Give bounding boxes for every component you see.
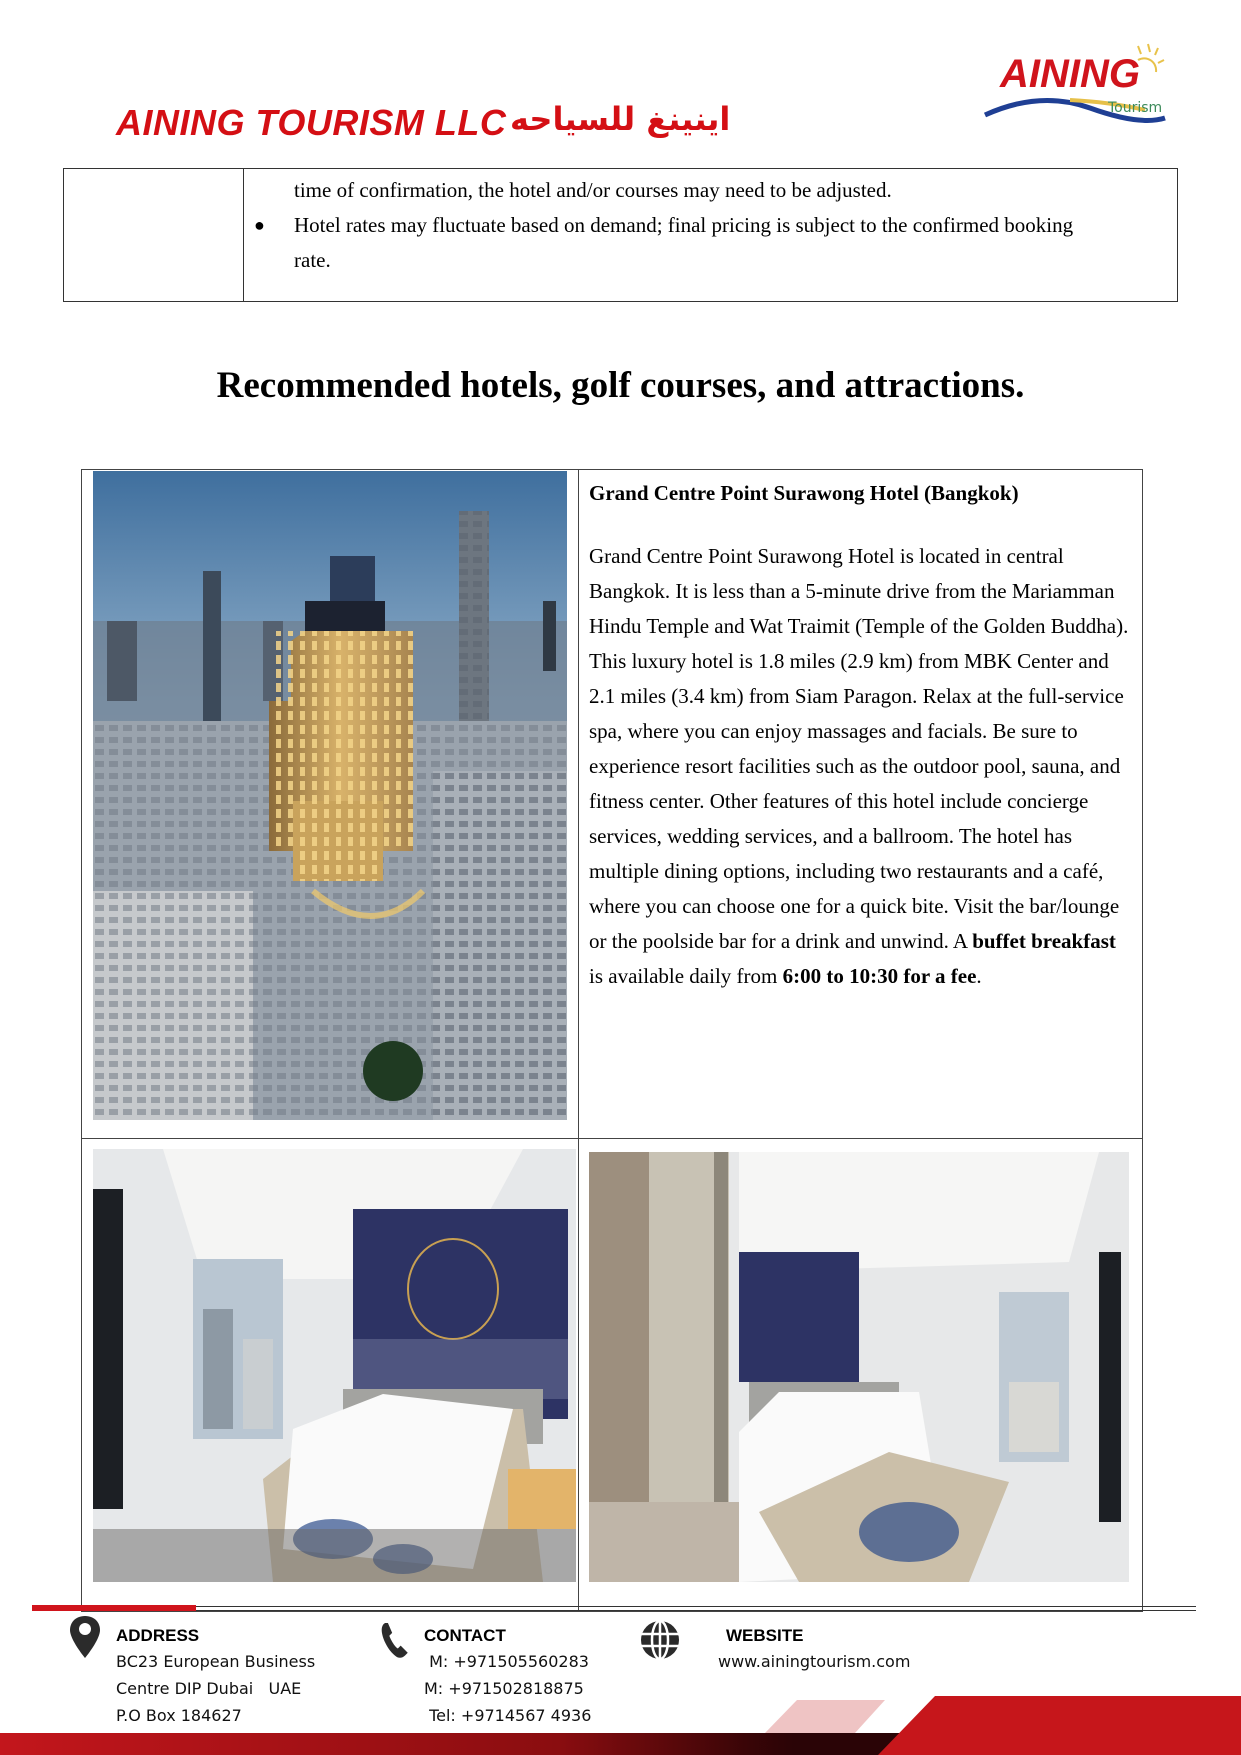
footer-divider	[196, 1606, 1196, 1611]
notes-line: time of confirmation, the hotel and/or courses may need to be adjusted.	[294, 178, 892, 202]
twin-room-photo	[589, 1152, 1129, 1582]
phone-tel[interactable]: Tel: +9714567 4936	[424, 1706, 592, 1725]
phone-icon	[378, 1620, 412, 1660]
breakfast-label: buffet breakfast	[972, 929, 1116, 953]
footer-shape-light	[765, 1700, 885, 1733]
table-divider	[82, 1138, 1142, 1139]
address-line: Centre DIP Dubai UAE	[116, 1679, 302, 1698]
address-heading: ADDRESS	[116, 1626, 200, 1645]
notes-table	[63, 168, 1178, 302]
hotel-exterior-photo	[93, 471, 567, 1120]
address-line: P.O Box 184627	[116, 1706, 242, 1725]
website-link[interactable]: www.ainingtourism.com	[718, 1652, 911, 1671]
hotel-description	[589, 539, 1134, 994]
logo-subtext: Tourism	[1108, 100, 1163, 116]
address-text	[116, 1648, 315, 1729]
hotel-table	[81, 469, 1143, 1612]
company-name-arabic: اينينغ للسياحه	[510, 100, 731, 138]
notes-table-label-cell	[64, 169, 244, 301]
hotel-description-cell	[589, 476, 1134, 994]
company-logo	[980, 30, 1175, 135]
hotel-name: Grand Centre Point Surawong Hotel (Bangkok)	[589, 481, 1019, 505]
contact-heading: CONTACT	[424, 1626, 506, 1645]
hotel-description-main: Grand Centre Point Surawong Hotel is located in central Bangkok. It is less than a 5-minute drive from the Mariamman Hindu Temple and Wat Traimit (Temple of the Golden Buddha). This luxury hotel is 1.8 miles (2.9 km) from MBK Center and 2.1 miles (3.4 km) from Siam Paragon. Relax at the full-service spa, where you can enjoy massages and facials. Be sure to experience resort facilities such as the outdoor pool, sauna, and fitness center. Other features of this hotel include concierge services, wedding services, and a ballroom. The hotel has multiple dining options, including two restaurants and a café, where you can choose one for a quick bite. Visit the bar/lounge or the poolside bar for a drink and unwind. A	[589, 544, 1129, 953]
footer-bar	[0, 1733, 1241, 1755]
logo-text: AINING	[1000, 52, 1140, 96]
breakfast-text: is available daily from	[589, 964, 783, 988]
table-divider	[578, 470, 579, 1611]
breakfast-end: .	[976, 964, 982, 988]
notes-line: rate.	[294, 248, 331, 272]
globe-icon	[638, 1618, 682, 1662]
bullet-icon: ●	[254, 215, 265, 235]
phone-mobile-2[interactable]: M: +971502818875	[424, 1679, 584, 1698]
location-pin-icon	[68, 1614, 102, 1660]
section-title: Recommended hotels, golf courses, and attractions.	[216, 365, 1025, 406]
notes-line: Hotel rates may fluctuate based on demand; final pricing is subject to the confirmed booking	[294, 213, 1074, 237]
contact-text	[424, 1648, 591, 1729]
footer-accent-line	[32, 1605, 196, 1611]
phone-mobile-1[interactable]: M: +971505560283	[424, 1652, 589, 1671]
breakfast-time: 6:00 to 10:30 for a fee	[782, 964, 977, 988]
address-line: BC23 European Business	[116, 1652, 316, 1671]
website-heading: WEBSITE	[726, 1626, 804, 1645]
king-room-photo	[93, 1149, 576, 1582]
company-name: AINING TOURISM LLC	[116, 102, 507, 143]
sun-icon	[1138, 44, 1164, 72]
notes-list	[294, 173, 1073, 278]
